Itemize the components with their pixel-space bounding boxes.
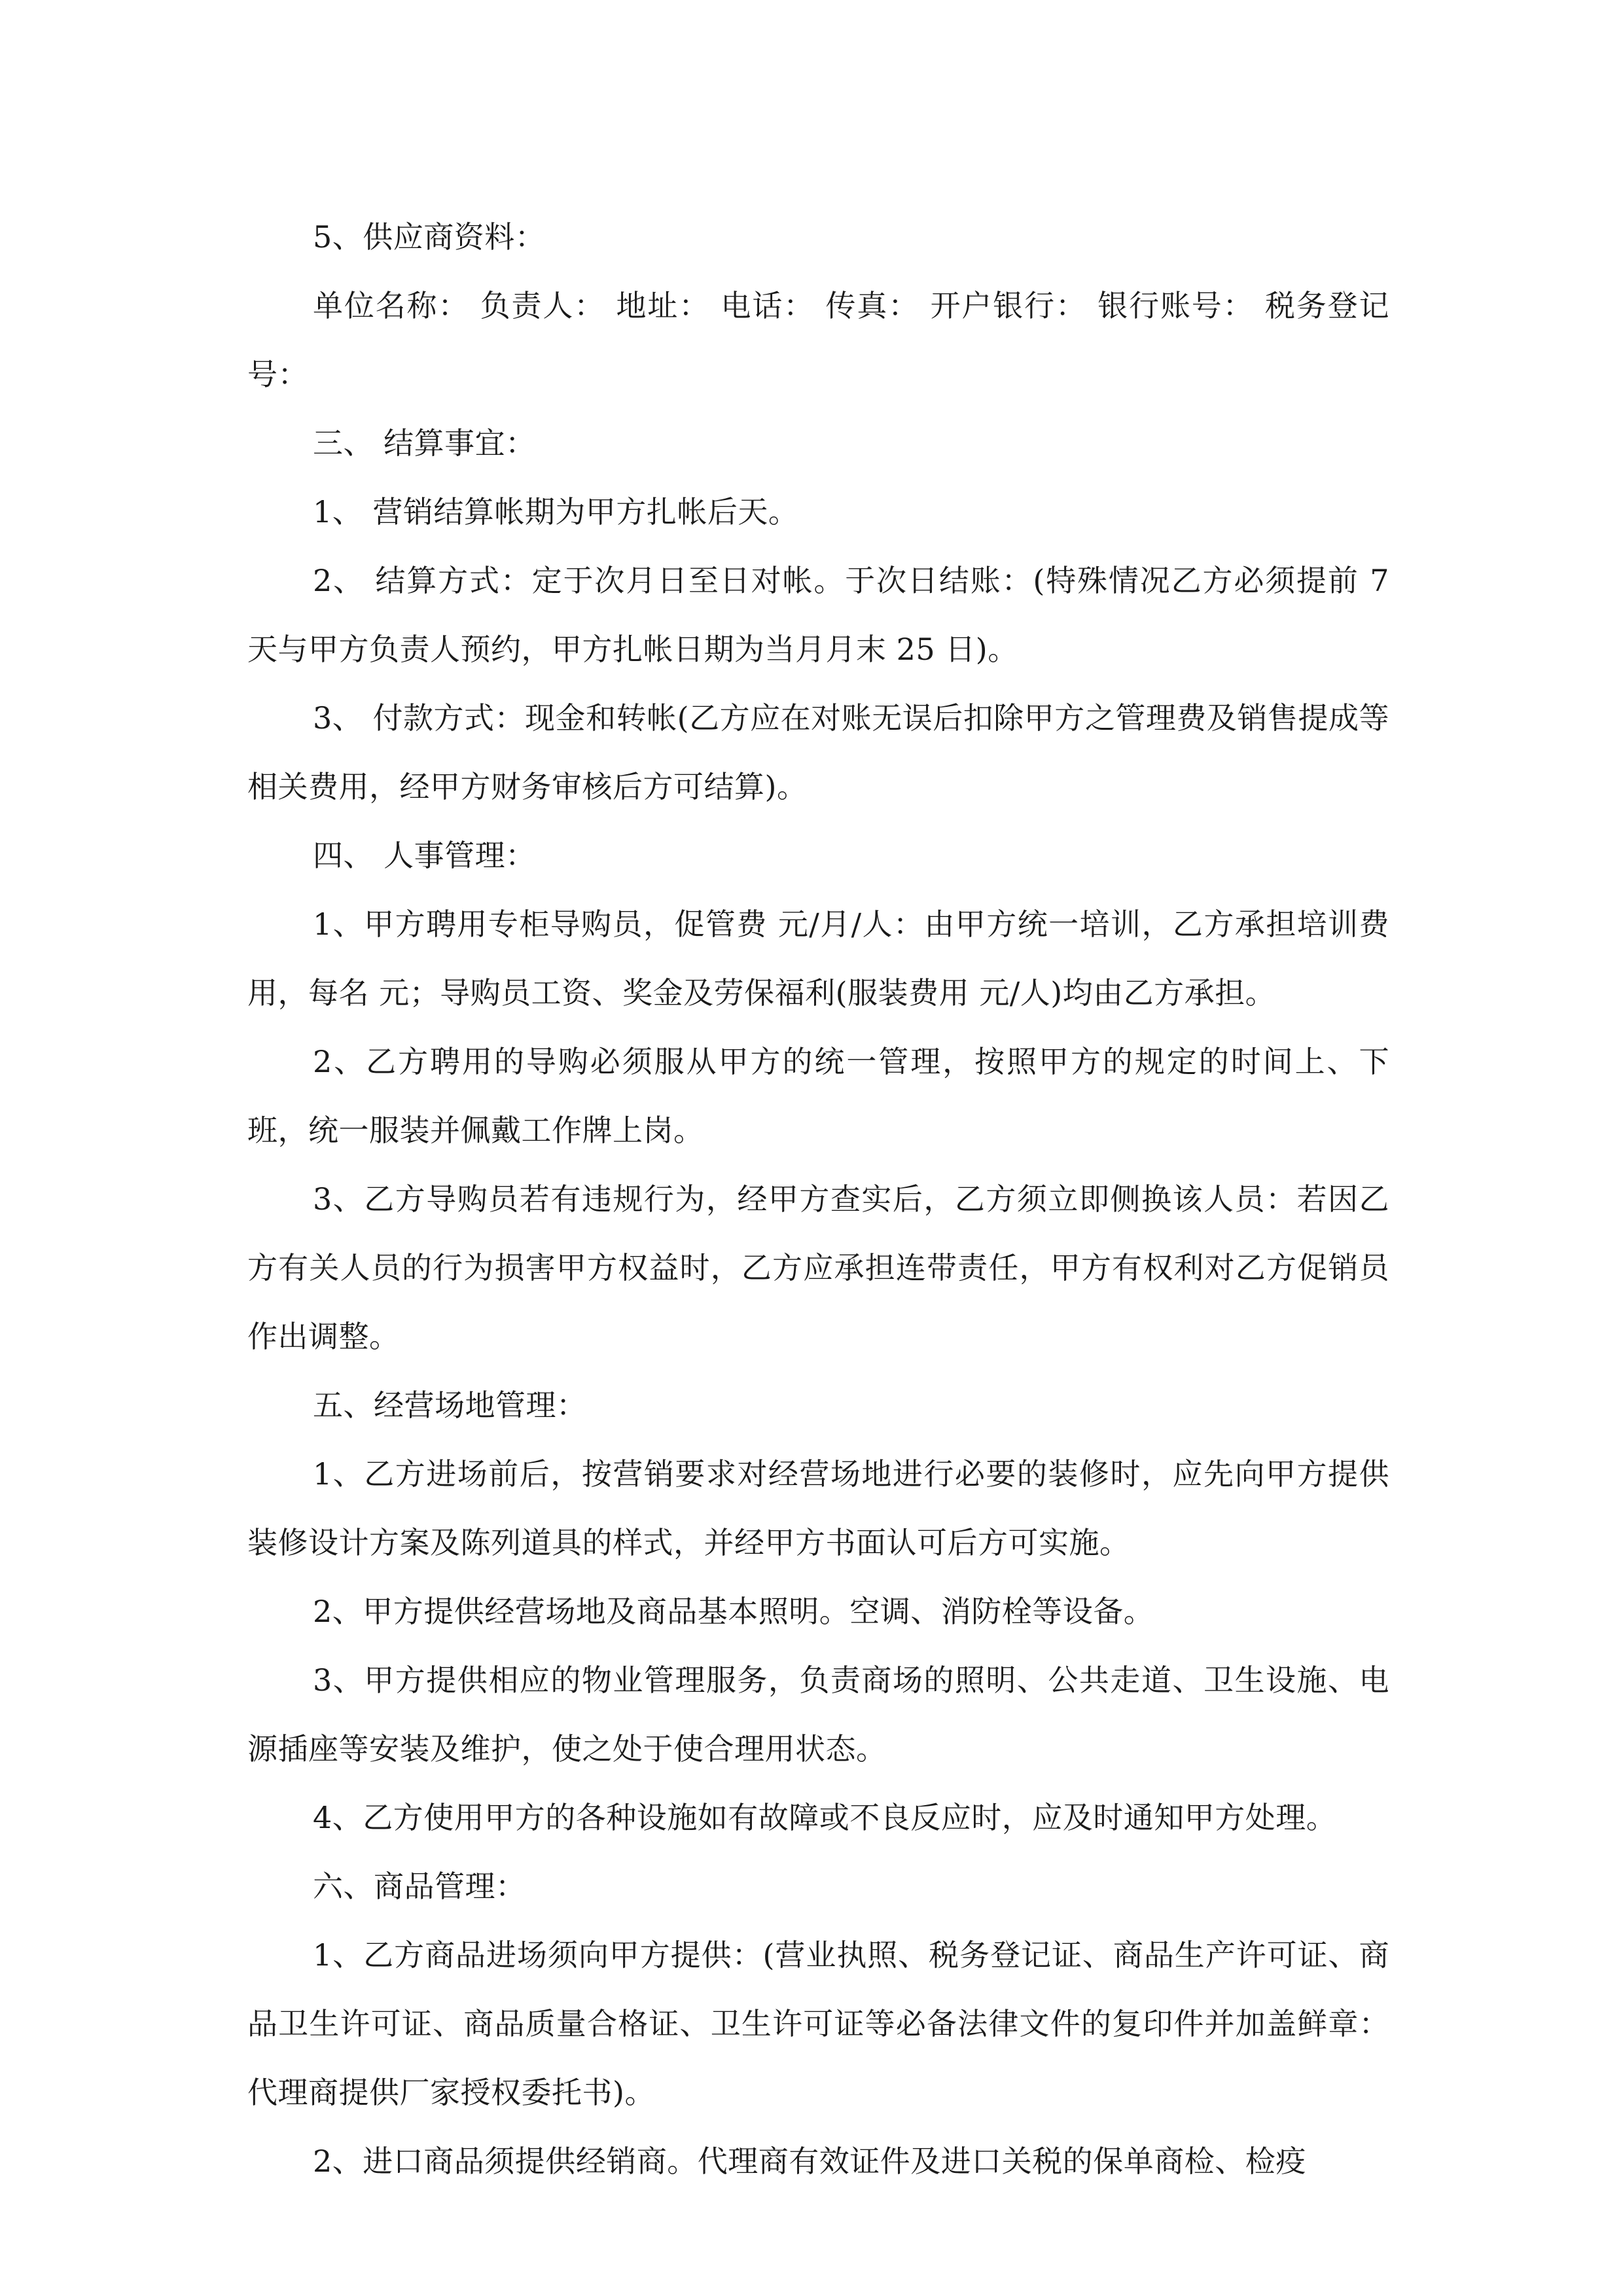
paragraph-settlement-method: 2、 结算方式：定于次月日至日对帐。于次日结账：(特殊情况乙方必须提前 7 天与甲方负责人预约，甲方扎帐日期为当月月末 25 日)。 (247, 563, 1389, 667)
section-heading-settlement: 三、 结算事宜： (313, 425, 536, 461)
paragraph-venue-3: 3、甲方提供相应的物业管理服务，负责商场的照明、公共走道、卫生设施、电源插座等安装及维护，使之处于使合理用状态。 (247, 1662, 1389, 1767)
paragraph-personnel-1: 1、甲方聘用专柜导购员，促管费 元/月/人：由甲方统一培训，乙方承担培训费用，每名 元；导购员工资、奖金及劳保福利(服装费用 元/人)均由乙方承担。 (247, 906, 1389, 1011)
paragraph-supplier-fields: 单位名称： 负责人： 地址： 电话： 传真： 开户银行： 银行账号： 税务登记号： (247, 288, 1389, 392)
section-heading-goods: 六、商品管理： (313, 1869, 526, 1904)
paragraph-personnel-2: 2、乙方聘用的导购必须服从甲方的统一管理，按照甲方的规定的时间上、下班，统一服装并佩戴工作牌上岗。 (247, 1044, 1389, 1148)
paragraph-venue-1: 1、乙方进场前后，按营销要求对经营场地进行必要的装修时，应先向甲方提供装修设计方案及陈列道具的样式，并经甲方书面认可后方可实施。 (247, 1456, 1389, 1560)
paragraph-venue-4: 4、乙方使用甲方的各种设施如有故障或不良反应时，应及时通知甲方处理。 (313, 1800, 1337, 1835)
paragraph-goods-1: 1、乙方商品进场须向甲方提供：(营业执照、税务登记证、商品生产许可证、商品卫生许可证、商品质量合格证、卫生许可证等必备法律文件的复印件并加盖鲜章：代理商提供厂家授权委托书)。 (247, 1937, 1389, 2110)
document-body (247, 203, 1389, 2196)
paragraph-venue-2: 2、甲方提供经营场地及商品基本照明。空调、消防栓等设备。 (313, 1594, 1154, 1629)
section-heading-personnel: 四、 人事管理： (313, 838, 536, 873)
paragraph-settlement-period: 1、 营销结算帐期为甲方扎帐后天。 (313, 494, 799, 529)
section-heading-venue: 五、经营场地管理： (313, 1388, 587, 1423)
paragraph-supplier-info-heading: 5、供应商资料： (313, 219, 546, 255)
paragraph-payment-method: 3、 付款方式：现金和转帐(乙方应在对账无误后扣除甲方之管理费及销售提成等相关费用，经甲方财务审核后方可结算)。 (247, 700, 1389, 804)
paragraph-personnel-3: 3、乙方导购员若有违规行为，经甲方查实后，乙方须立即侧换该人员：若因乙方有关人员的行为损害甲方权益时，乙方应承担连带责任，甲方有权利对乙方促销员作出调整。 (247, 1181, 1389, 1354)
paragraph-goods-2: 2、进口商品须提供经销商。代理商有效证件及进口关税的保单商检、检疫 (313, 2144, 1306, 2179)
